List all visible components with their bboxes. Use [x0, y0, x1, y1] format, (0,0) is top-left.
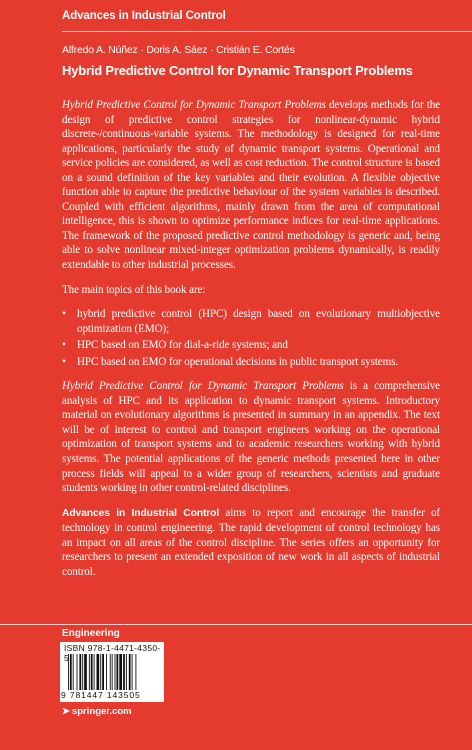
series-paragraph-title: Advances in Industrial Control	[62, 507, 220, 519]
barcode-bar	[77, 654, 78, 690]
series-paragraph	[62, 506, 440, 580]
barcode-bar	[116, 654, 118, 690]
topic-item: • HPC based on EMO for operational decisions in public transport systems.	[62, 355, 440, 370]
series-paragraph-text: aims to report and encourage the transfer of technology in control engineering. The rapid development of control technology has an impact on all areas of the control discipline. The series offers an opportunity for researchers to present an extended exposition of new work in all aspects of industrial control.	[62, 506, 440, 578]
summary-text: is a comprehensive analysis of HPC and its application to dynamic transport systems. Introductory material on evolutionary algorithms is presented in summary in an appendix. The text will be of interest to control and transport engineers working on the operational optimization of transport systems and to academic researchers working with hybrid systems. The potential applications of the generic methods presented here in other process fields will appeal to a wider group of researchers, scientists and graduate students working in other control-related disciplines.	[62, 380, 440, 495]
barcode-bar	[82, 654, 83, 690]
barcode-icon	[68, 654, 158, 690]
series-name: Advances in Industrial Control	[62, 10, 226, 22]
barcode-bar	[135, 654, 136, 690]
topic-item: • hybrid predictive control (HPC) design based on evolutionary multiobjective optimization (EMO);	[62, 307, 440, 336]
barcode-bar	[115, 654, 116, 690]
barcode-bar	[112, 654, 113, 690]
topics-heading: The main topics of this book are:	[62, 283, 206, 296]
barcode-box	[60, 642, 164, 702]
publisher-url	[62, 706, 132, 717]
barcode-bar	[129, 654, 131, 690]
barcode-bar	[126, 654, 127, 690]
topic-item: • HPC based on EMO for dial-a-ride systems; and	[62, 338, 440, 353]
ean-digits: 9 781447 143505	[61, 690, 141, 700]
topics-list	[62, 307, 440, 369]
barcode-bar	[79, 654, 81, 690]
subject-label: Engineering	[62, 628, 120, 639]
summary-paragraph	[62, 379, 440, 495]
barcode-bar	[68, 654, 69, 690]
barcode-bar	[106, 654, 107, 690]
intro-paragraph	[62, 98, 440, 273]
barcode-bar	[119, 654, 122, 690]
top-divider	[62, 31, 472, 32]
intro-text: develops methods for the design of predictive control strategies for nonlinear-dynamic hybrid discrete-/continuous-variable systems. The methodology is designed for real-time applications, particularly the study of dynamic transport systems. Operational and service policies are considered, as well as cost reduction. The control structure is based on a sound definition of the key variables and their evolution. A flexible objective function able to capture the predictive behaviour of the system variables is described. Coupled with efficient algorithms, mainly drawn from the area of computational intelligence, this is shown to optimize performance indices for real-time applications. The framework of the proposed predictive control methodology is generic and, being able to solve nonlinear mixed-integer optimization problems dynamically, is readily extendable to other industrial processes.	[62, 99, 440, 272]
barcode-bar	[89, 654, 90, 690]
barcode-bar	[123, 654, 125, 690]
barcode-bar	[110, 654, 111, 690]
barcode-bar	[97, 654, 100, 690]
summary-italic-title: Hybrid Predictive Control for Dynamic Transport Problems	[62, 380, 344, 393]
barcode-bar	[132, 654, 133, 690]
barcode-bar	[100, 654, 101, 690]
barcode-bar	[91, 654, 93, 690]
bottom-divider	[0, 624, 472, 625]
authors: Alfredo A. Núñez · Doris A. Sáez · Cristián E. Cortés	[62, 44, 295, 56]
arrow-icon: ➤	[62, 706, 70, 717]
barcode-bar	[94, 654, 95, 690]
isbn-text: ISBN 978-1-4471-4350-5	[64, 643, 161, 663]
barcode-bar	[70, 654, 72, 690]
book-title: Hybrid Predictive Control for Dynamic Transport Problems	[62, 63, 413, 78]
intro-italic-title: Hybrid Predictive Control for Dynamic Transport Problems	[62, 99, 326, 111]
barcode-bar	[84, 654, 87, 690]
back-cover-text	[62, 98, 440, 589]
barcode-bar	[73, 654, 74, 690]
publisher-label: springer.com	[71, 706, 132, 717]
barcode-bar	[102, 654, 104, 690]
